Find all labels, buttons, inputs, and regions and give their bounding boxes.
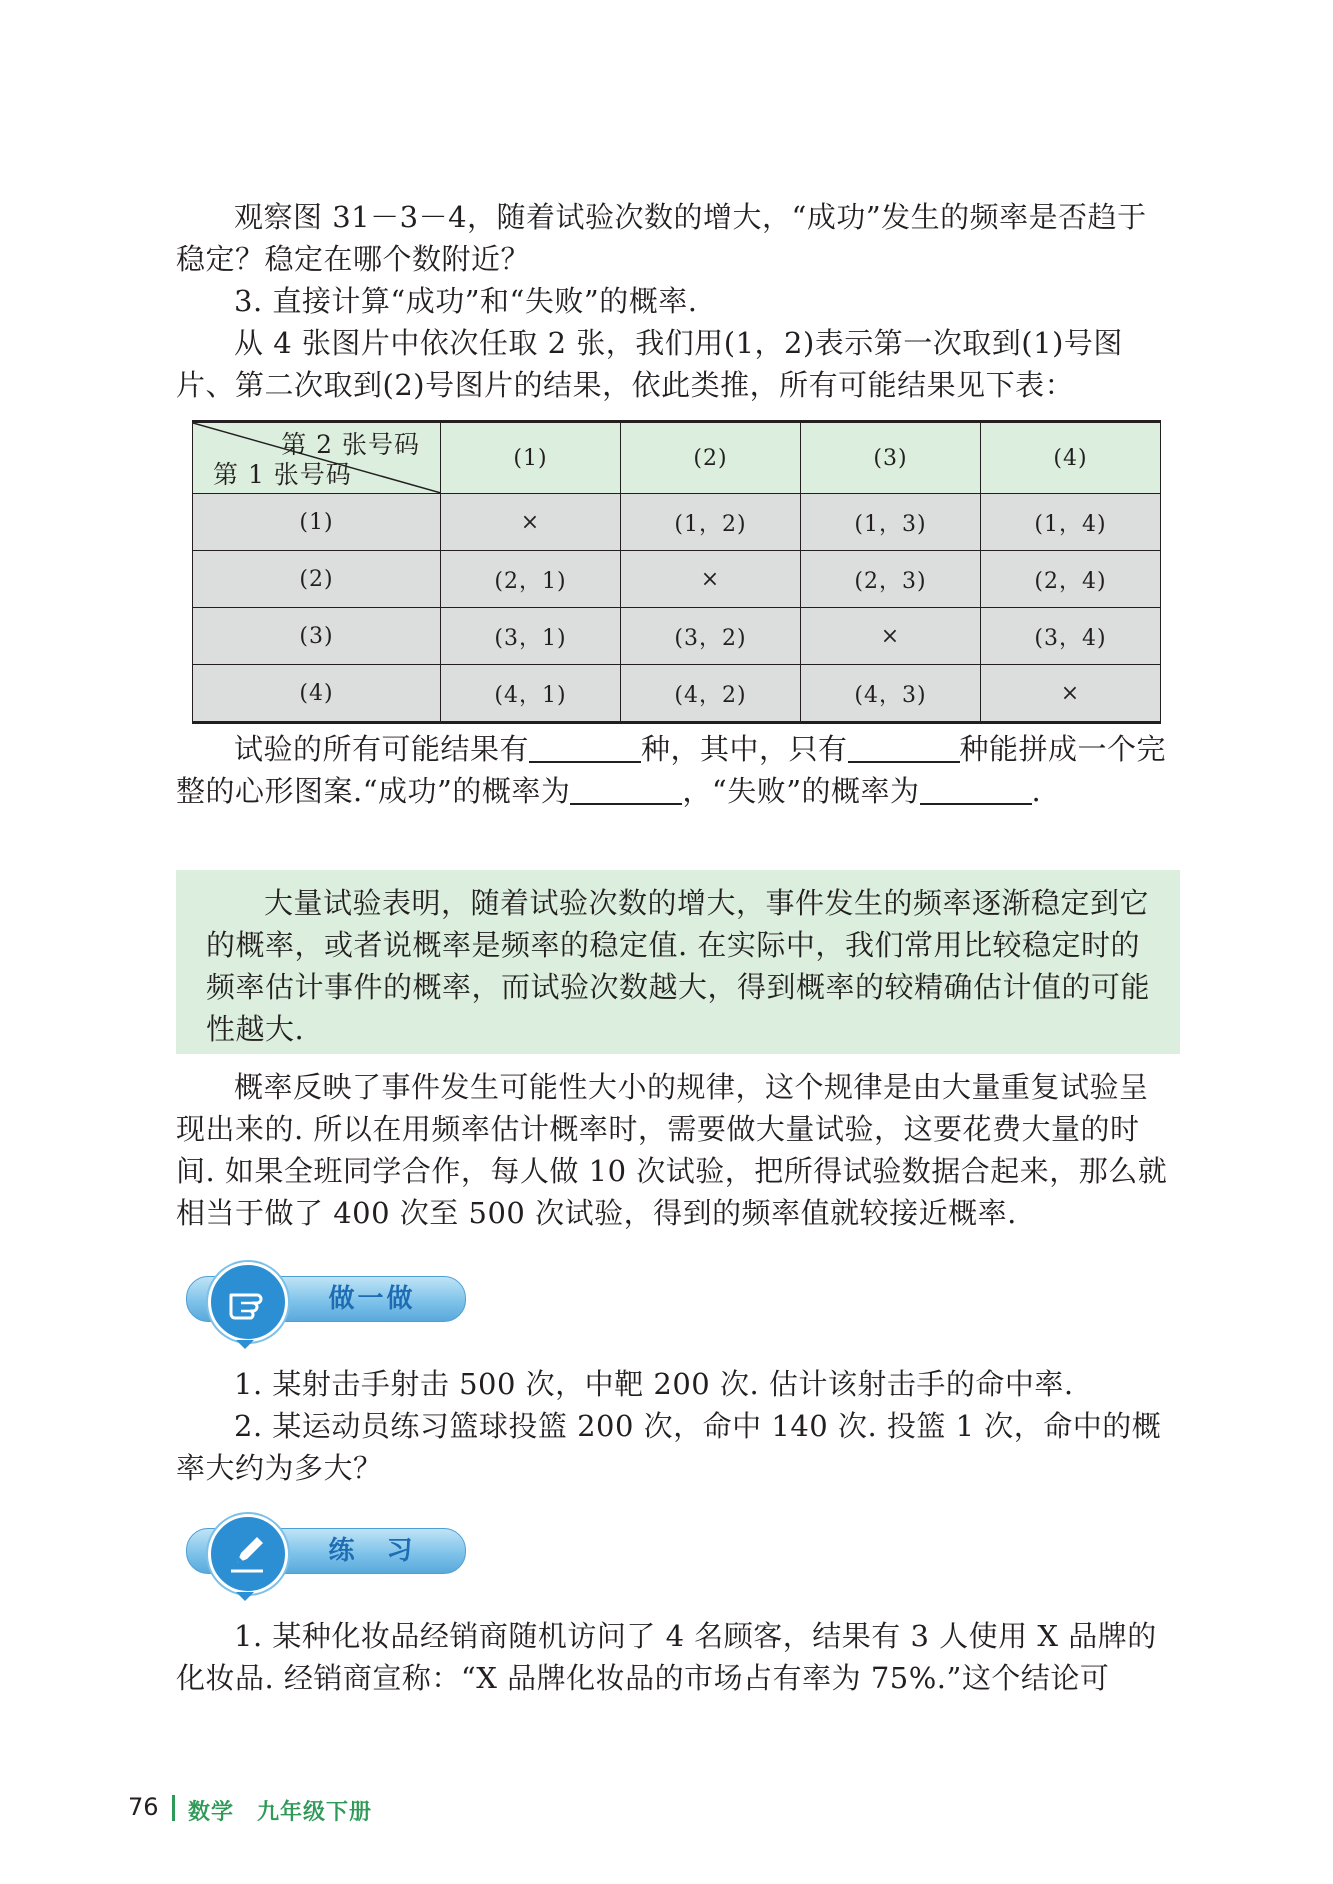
question-text: 种，其中，只有 [641,732,848,766]
answer-blank[interactable] [848,733,960,763]
table-cell: (1，4) [981,494,1161,551]
section-badge-practice [176,1514,466,1594]
question-text: ，“失败”的概率为 [682,774,920,808]
table-cell: (3，4) [981,608,1161,665]
answer-blank[interactable] [570,775,682,805]
exercise-item: 2. 某运动员练习篮球投篮 200 次，命中 140 次. 投篮 1 次，命中的概率大约为多大？ [176,1409,1162,1485]
row-header: (2) [193,551,441,608]
fill-in-question [176,728,1172,812]
intro-paragraph-2: 从 4 张图片中依次任取 2 张，我们用(1，2)表示第一次取到(1)号图片、第二次取到(2)号图片的结果，依此类推，所有可能结果见下表： [176,326,1123,402]
question-text: 种能拼成一个完整的心形图案.“成功”的概率为 [176,732,1167,808]
intro-paragraph: 观察图 31－3－4，随着试验次数的增大，“成功”发生的频率是否趋于稳定？稳定在哪个数附近？ [176,200,1147,276]
question-text: . [1031,774,1042,808]
book-title: 数学 九年级下册 [188,1800,373,1825]
table-row [193,551,1161,608]
column-header: (1) [441,422,621,494]
table-cell: (2，3) [801,551,981,608]
key-note-text: 大量试验表明，随着试验次数的增大，事件发生的频率逐渐稳定到它的概率，或者说概率是频率的稳定值. 在实际中，我们常用比较稳定时的频率估计事件的概率，而试验次数越大，得到概率的较精确估计值的可能性越大. [206,886,1151,1046]
table-row [193,608,1161,665]
outcome-table [192,420,1161,724]
exercise-item: 1. 某射击手射击 500 次，中靶 200 次. 估计该射击手的命中率. [234,1367,1074,1401]
column-header: (4) [981,422,1161,494]
section-badge-try [176,1262,466,1342]
table-cell: (4，2) [621,665,801,723]
table-header-row [193,422,1161,494]
table-row [193,494,1161,551]
footer-divider [172,1795,175,1821]
corner-label-first: 第 1 张号码 [213,460,352,489]
badge-pointer [236,1340,254,1349]
page-number: 76 [128,1793,159,1821]
exercise-item: 1. 某种化妆品经销商随机访问了 4 名顾客，结果有 3 人使用 X 品牌的化妆品. 经销商宣称：“X 品牌化妆品的市场占有率为 75%.”这个结论可 [176,1619,1157,1695]
pencil-icon [208,1514,288,1594]
table-cell: (4，1) [441,665,621,723]
question-text: 试验的所有可能结果有 [234,732,530,766]
answer-blank[interactable] [529,733,641,763]
row-header: (4) [193,665,441,723]
corner-label-second: 第 2 张号码 [281,430,420,459]
row-header: (1) [193,494,441,551]
badge-pointer [236,1592,254,1601]
table-cell: (1，3) [801,494,981,551]
table-cell: (3，2) [621,608,801,665]
table-cell: × [801,608,981,665]
section-title: 做一做 [328,1284,416,1314]
table-cell: × [441,494,621,551]
table-cell: (3，1) [441,608,621,665]
hand-icon [208,1262,288,1342]
row-header: (3) [193,608,441,665]
table-corner-cell [193,422,441,494]
section-title: 练 习 [328,1536,416,1566]
table-cell: (2，1) [441,551,621,608]
column-header: (3) [801,422,981,494]
body-paragraph: 概率反映了事件发生可能性大小的规律，这个规律是由大量重复试验呈现出来的. 所以在用频率估计概率时，需要做大量试验，这要花费大量的时间. 如果全班同学合作，每人做 10 次试验，把所得试验数据合起来，那么就相当于做了 400 次至 500 次试验，得到的频率值就较接近概率. [176,1070,1168,1230]
table-row [193,665,1161,723]
table-cell: (2，4) [981,551,1161,608]
answer-blank[interactable] [920,775,1032,805]
step-3-heading: 3. 直接计算“成功”和“失败”的概率. [234,284,698,318]
table-cell: (1，2) [621,494,801,551]
table-cell: × [621,551,801,608]
table-cell: (4，3) [801,665,981,723]
key-note-box [176,870,1180,1054]
table-cell: × [981,665,1161,723]
column-header: (2) [621,422,801,494]
